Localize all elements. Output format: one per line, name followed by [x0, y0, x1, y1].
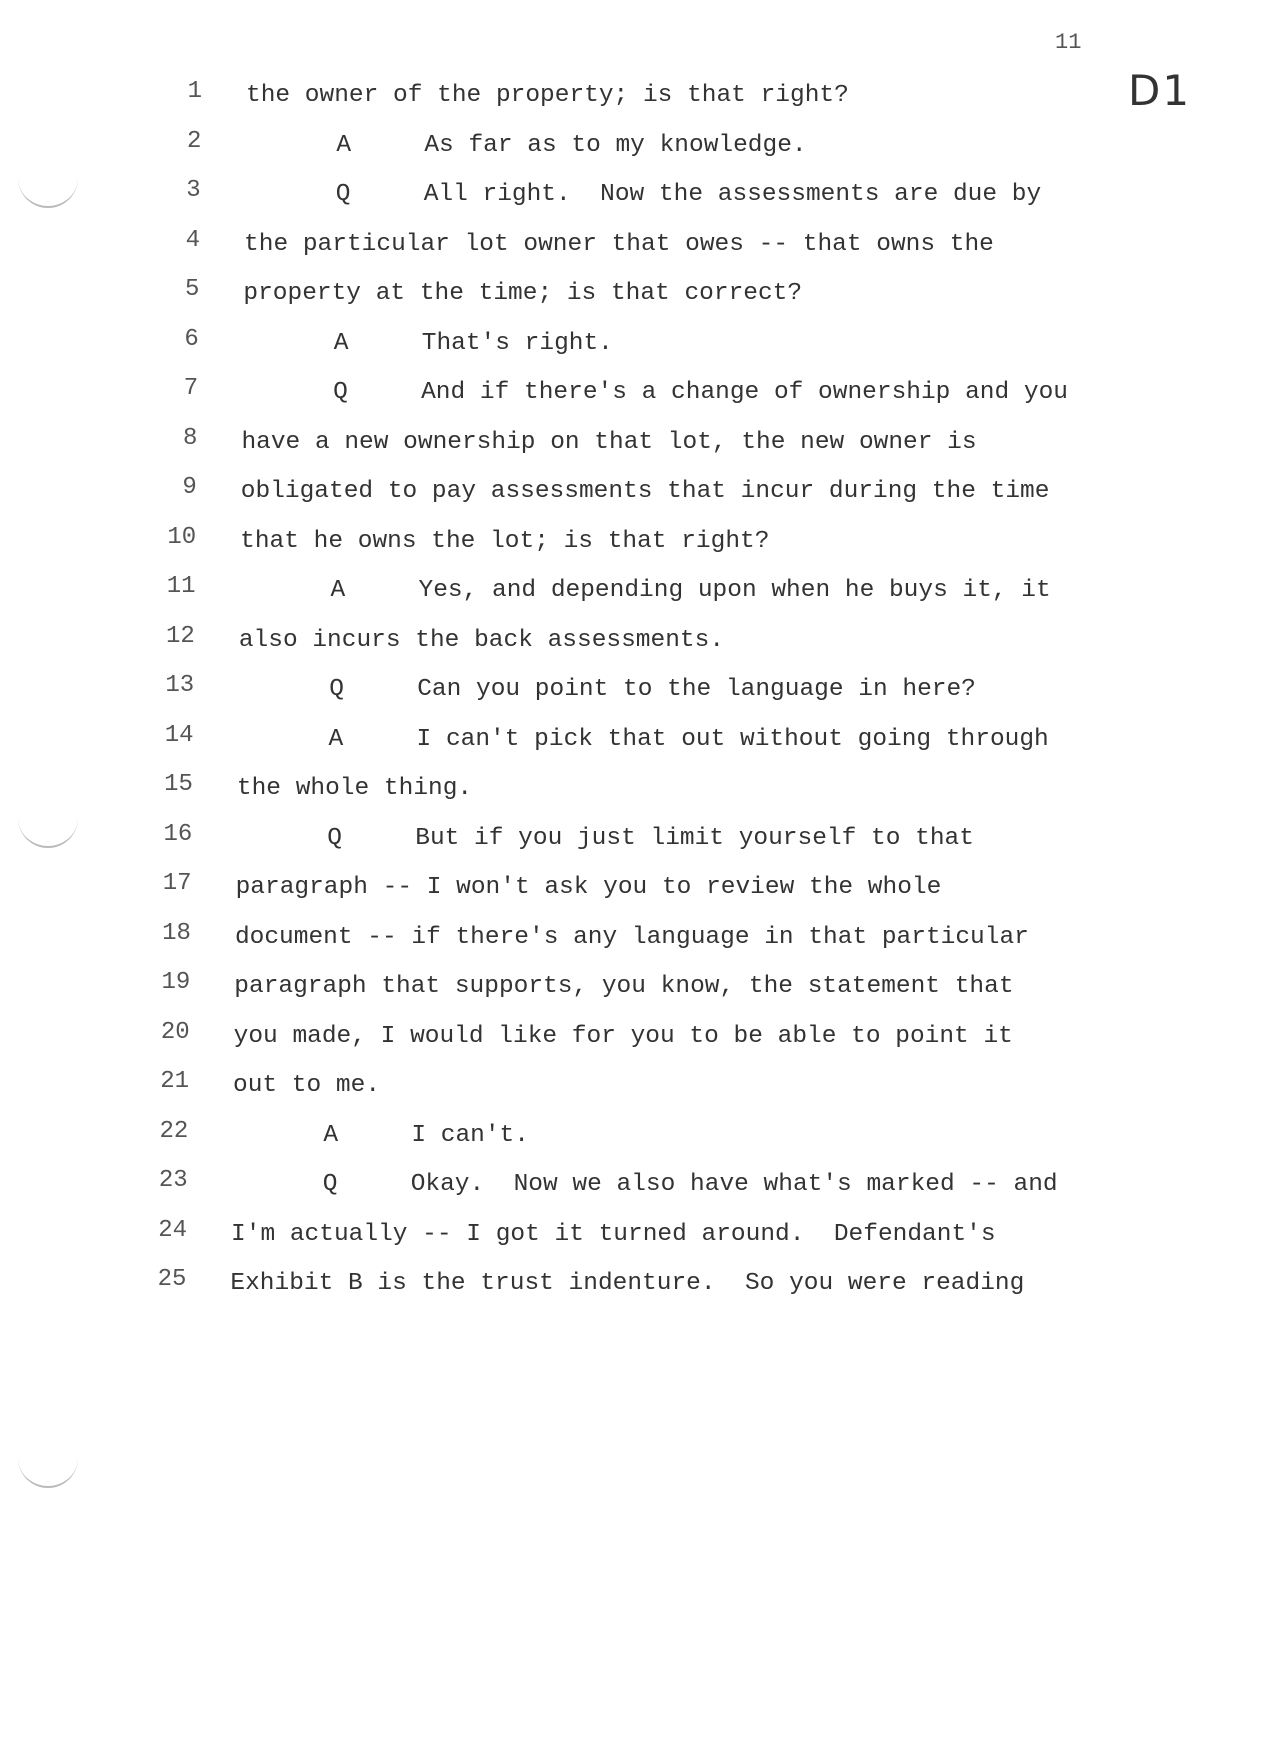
line-number: 10	[167, 523, 197, 551]
line-text: the owner of the property; is that right?	[246, 82, 849, 109]
speaker-label: A	[336, 131, 352, 159]
line-text: you made, I would like for you to be able to point it	[233, 1022, 1013, 1050]
line-number: 16	[163, 820, 193, 848]
line-number: 19	[161, 969, 191, 996]
line-number: 21	[160, 1068, 189, 1095]
line-number: 23	[158, 1167, 188, 1194]
line-text: paragraph that supports, you know, the statement that	[234, 973, 1014, 1000]
line-text: But if you just limit yourself to that	[415, 824, 974, 852]
line-text: Can you point to the language in here?	[417, 676, 976, 703]
line-number: 18	[162, 919, 191, 947]
line-number: 4	[185, 226, 201, 254]
exhibit-stamp: D1	[1128, 66, 1192, 115]
line-number: 2	[186, 127, 202, 155]
line-text: Exhibit B is the trust indenture. So you were reading	[230, 1270, 1025, 1297]
line-text: document -- if there's any language in that particular	[234, 923, 1029, 951]
speaker-label: A	[330, 577, 346, 604]
line-number: 12	[166, 622, 195, 650]
line-text: Yes, and depending upon when he buys it, it	[418, 577, 1051, 604]
line-text: obligated to pay assessments that incur during the time	[240, 478, 1050, 505]
line-number: 15	[164, 771, 193, 798]
line-text: All right. Now the assessments are due by	[423, 181, 1042, 208]
line-number: 1	[187, 78, 202, 105]
speaker-label: Q	[335, 181, 351, 208]
line-number: 17	[162, 870, 192, 897]
line-text: And if there's a change of ownership and you	[421, 379, 1068, 406]
line-number: 24	[158, 1216, 188, 1244]
line-text: paragraph -- I won't ask you to review the whole	[235, 874, 942, 901]
line-number: 9	[182, 474, 197, 501]
speaker-label: Q	[327, 824, 342, 852]
line-number: 13	[165, 672, 195, 699]
line-text: That's right.	[421, 329, 613, 357]
line-number: 6	[184, 325, 199, 353]
line-text: have a new ownership on that lot, the new owner is	[241, 428, 977, 456]
line-text: the particular lot owner that owes -- that owns the	[244, 230, 994, 258]
punch-hole-mark	[18, 800, 78, 848]
line-text: the whole thing.	[236, 775, 473, 802]
line-text: Okay. Now we also have what's marked -- and	[410, 1171, 1058, 1198]
line-number: 11	[166, 573, 196, 600]
speaker-label: A	[333, 329, 349, 357]
line-number: 14	[164, 721, 194, 749]
speaker-label: Q	[322, 1171, 338, 1198]
speaker-label: A	[323, 1121, 339, 1149]
line-number: 22	[159, 1117, 189, 1145]
line-text: As far as to my knowledge.	[424, 131, 807, 159]
line-text: also incurs the back assessments.	[238, 626, 725, 654]
line-text: I can't pick that out without going through	[416, 725, 1049, 753]
line-number: 5	[184, 276, 200, 303]
punch-hole-mark	[18, 1440, 78, 1488]
line-number: 3	[186, 177, 201, 204]
line-text: out to me.	[233, 1072, 381, 1099]
line-number: 20	[160, 1018, 190, 1046]
speaker-label: Q	[333, 379, 348, 406]
line-number: 25	[157, 1266, 187, 1293]
punch-hole-mark	[18, 160, 78, 208]
speaker-label: A	[328, 725, 344, 753]
line-text: I'm actually -- I got it turned around. Defendant's	[231, 1220, 996, 1248]
line-number: 7	[183, 375, 199, 402]
line-text: property at the time; is that correct?	[243, 280, 803, 307]
line-text: that he owns the lot; is that right?	[240, 527, 770, 555]
speaker-label: Q	[329, 676, 344, 703]
page-number: 11	[1055, 30, 1082, 55]
line-number: 8	[183, 424, 198, 452]
line-text: I can't.	[411, 1121, 529, 1149]
